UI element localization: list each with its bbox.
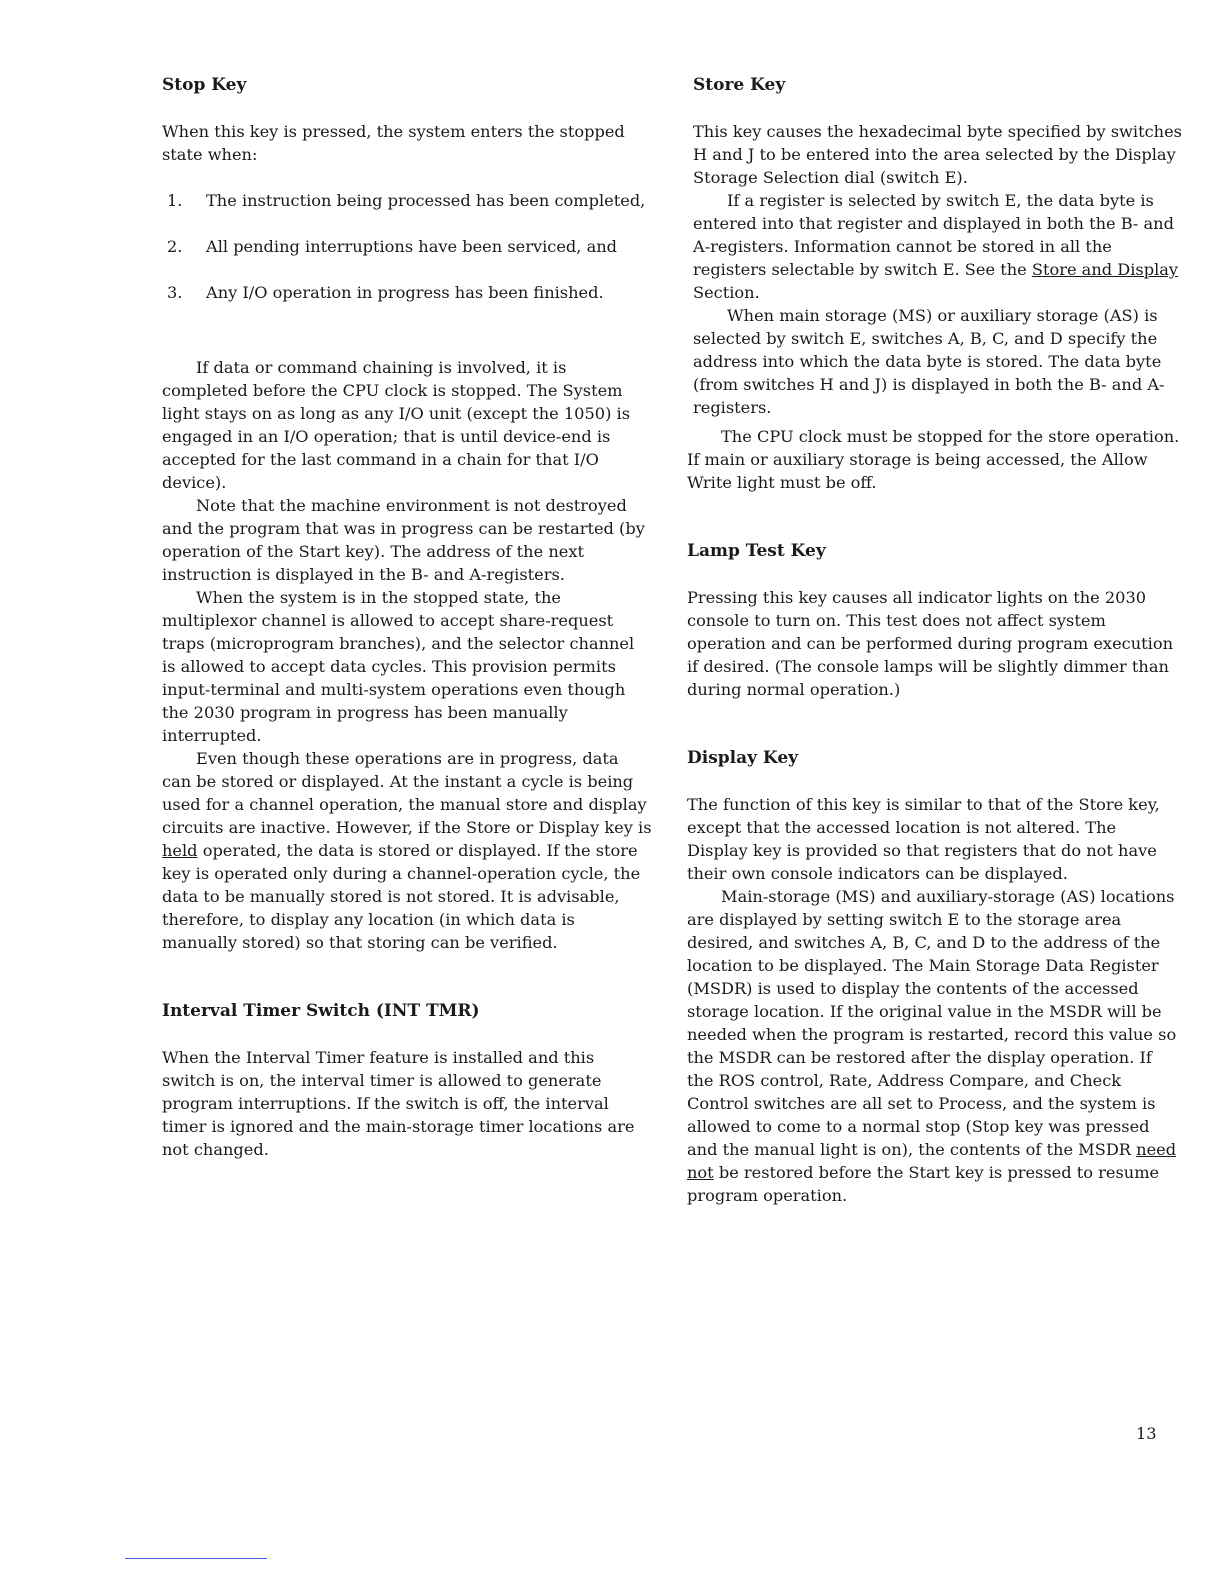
lamp-test-heading: Lamp Test Key <box>687 541 826 561</box>
footer-rule <box>125 1558 267 1559</box>
lamp-test-paragraph: Pressing this key causes all indicator lights on the 2030 console to turn on. This test does not affect system operation and can be performed during program execution if desired. (The console lamps will be slightly dimmer than during normal operation.) <box>687 588 1173 699</box>
right-column <box>687 74 1182 1207</box>
display-key-paragraph: Main-storage (MS) and auxiliary-storage (AS) locations are displayed by setting switch E to the storage area desired, and switches A, B, C, and D to the address of the location to be displayed. The Main Storage Data Register (MSDR) is used to display the contents of the accessed storage location. If the original value in the MSDR will be needed when the program is restarted, record this value so the MSDR can be restored after the display operation. If the ROS control, Rate, Address Compare, and Check Control switches are all set to Process, and the system is allowed to come to a normal stop (Stop key was pressed and the manual light is on), the contents of the MSDR need not be restored before the Start key is pressed to resume program operation. <box>687 887 1177 1205</box>
list-item-text: Any I/O operation in progress has been finished. <box>206 283 604 302</box>
store-key-paragraph: The CPU clock must be stopped for the store operation. If main or auxiliary storage is being accessed, the Allow Write light must be off. <box>687 427 1180 492</box>
stop-key-paragraph: If data or command chaining is involved, it is completed before the CPU clock is stopped. The System light stays on as long as any I/O unit (except the 1050) is engaged in an I/O operation; that is until device-end is accepted for the last command in a chain for that I/O device). <box>162 358 631 492</box>
list-item-number: 3. <box>167 283 183 302</box>
stop-key-intro: When this key is pressed, the system enters the stopped state when: <box>162 122 625 164</box>
underlined-term: Store and Display <box>1031 260 1179 279</box>
underlined-term: need not <box>687 1140 1177 1182</box>
stop-key-heading: Stop Key <box>162 75 247 95</box>
list-item <box>162 281 652 304</box>
page-number: 13 <box>1136 1424 1157 1443</box>
store-key-paragraph: This key causes the hexadecimal byte specified by switches H and J to be entered into the area selected by the Display Storage Selection dial (switch E). <box>693 122 1182 187</box>
store-key-paragraph: When main storage (MS) or auxiliary storage (AS) is selected by switch E, switches A, B, C, and D specify the address into which the data byte is stored. The data byte (from switches H and J) is displayed in both the B- and A-registers. <box>693 306 1165 417</box>
list-item-number: 1. <box>167 191 183 210</box>
list-item-number: 2. <box>167 237 183 256</box>
stop-key-paragraph: Note that the machine environment is not destroyed and the program that was in progress can be restarted (by operation of the Start key). The address of the next instruction is displayed in the B- and A-registers. <box>162 496 645 584</box>
left-column <box>162 74 652 1161</box>
underlined-term: held <box>162 841 198 860</box>
list-item-text: The instruction being processed has been completed, <box>206 191 646 210</box>
interval-timer-paragraph: When the Interval Timer feature is installed and this switch is on, the interval timer is allowed to generate program interruptions. If the switch is off, the interval timer is ignored and the main-storage timer locations are not changed. <box>162 1048 635 1159</box>
stop-conditions-list <box>162 189 652 304</box>
store-key-paragraph: If a register is selected by switch E, the data byte is entered into that register and displayed in both the B- and A-registers. Information cannot be stored in all the registers selectable by switch E. See the Store and Display Section. <box>693 191 1179 302</box>
list-item <box>162 189 652 212</box>
stop-key-paragraph: When the system is in the stopped state, the multiplexor channel is allowed to accept share-request traps (microprogram branches), and the selector channel is allowed to accept data cycles. This provision permits input-terminal and multi-system operations even though the 2030 program in progress has been manually interrupted. <box>162 588 635 745</box>
interval-timer-heading: Interval Timer Switch (INT TMR) <box>162 1001 480 1021</box>
display-key-heading: Display Key <box>687 748 799 768</box>
store-key-heading: Store Key <box>693 75 786 95</box>
stop-key-paragraph: Even though these operations are in progress, data can be stored or displayed. At the instant a cycle is being used for a channel operation, the manual store and display circuits are inactive. However, if the Store or Display key is held operated, the data is stored or displayed. If the store key is operated only during a channel-operation cycle, the data to be manually stored is not stored. It is advisable, therefore, to display any location (in which data is manually stored) so that storing can be verified. <box>162 749 652 952</box>
list-item <box>162 235 652 258</box>
list-item-text: All pending interruptions have been serviced, and <box>206 237 618 256</box>
display-key-paragraph: The function of this key is similar to that of the Store key, except that the accessed location is not altered. The Display key is provided so that registers that do not have their own console indicators can be displayed. <box>687 795 1160 883</box>
